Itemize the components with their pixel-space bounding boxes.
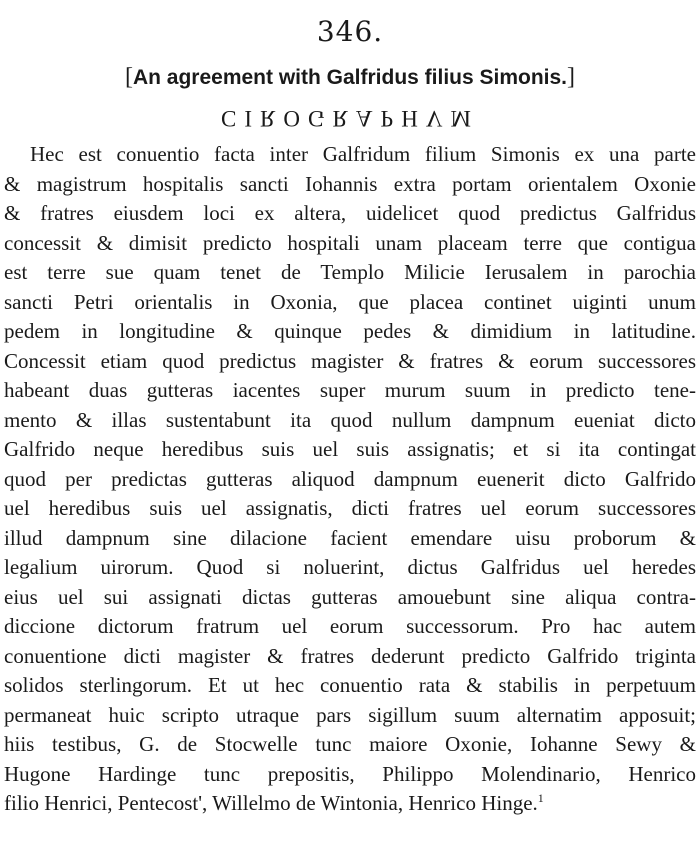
document-heading [0, 62, 700, 93]
text-line: est terre sue quam tenet de Templo Milicie Ierusalem in parochia [4, 260, 696, 284]
text-line: solidos sterlingorum. Et ut hec conuentio rata & stabilis in perpetuum [4, 673, 696, 697]
text-line: illud dampnum sine dilacione facient emendare uisu proborum & [4, 525, 696, 550]
heading-text: An agreement with Galfridus filius Simonis. [132, 66, 568, 89]
text-line: Hec est conuentio facta inter Galfridum filium Simonis ex una parte [30, 142, 696, 166]
text-line: filio Henrici, Pentecost', Willelmo de Wintonia, Henrico Hinge. [4, 791, 538, 815]
text-line: & fratres eiusdem loci ex altera, uidelicet quod predictus Galfridus [4, 201, 696, 225]
text-line: mento & illas sustentabunt ita quod nullum dampnum eueniat dicto [4, 407, 696, 432]
text-line: & magistrum hospitalis sancti Iohannis extra portam orientalem Oxonie [4, 171, 696, 196]
text-line: Galfrido neque heredibus suis uel suis assignatis; et si ita contingat [4, 437, 696, 461]
text-line: legalium uirorum. Quod si noluerint, dictus Galfridus uel heredes [4, 555, 696, 579]
text-line: habeant duas gutteras iacentes super murum suum in predicto tene- [4, 378, 696, 402]
text-line: sancti Petri orientalis in Oxonia, que placea continet uiginti unum [4, 289, 696, 314]
text-line: concessit & dimisit predicto hospitali unam placeam terre que contigua [4, 230, 696, 255]
text-line-last [4, 789, 696, 819]
heading-open-bracket: [ [124, 64, 133, 90]
chirograph-inverted-text: CIROGRAPHVM [221, 106, 479, 131]
text-line: diccione dictorum fratrum uel eorum successorum. Pro hac autem [4, 614, 696, 638]
footnote-marker: 1 [537, 791, 544, 805]
text-line: eius uel sui assignati dictas gutteras amouebunt sine aliqua contra- [4, 584, 696, 609]
text-line: Concessit etiam quod predictus magister & fratres & eorum successores [4, 348, 696, 373]
text-line: uel heredibus suis uel assignatis, dicti fratres uel eorum successores [4, 496, 696, 520]
text-line: pedem in longitudine & quinque pedes & dimidium in latitudine. [4, 319, 696, 343]
text-line: permaneat huic scripto utraque pars sigillum suum alternatim apposuit; [4, 702, 696, 727]
document-number: 346. [316, 15, 384, 48]
text-line: Hugone Hardinge tunc prepositis, Philippo Molendinario, Henrico [4, 761, 696, 786]
text-line: hiis testibus, G. de Stocwelle tunc maiore Oxonie, Iohanne Sewy & [4, 732, 696, 756]
text-line: conuentione dicti magister & fratres dederunt predicto Galfrido triginta [4, 643, 696, 668]
heading-close-bracket: ] [567, 64, 576, 90]
text-line: quod per predictas gutteras aliquod dampnum euenerit dicto Galfrido [4, 466, 696, 491]
charter-text [4, 140, 696, 819]
